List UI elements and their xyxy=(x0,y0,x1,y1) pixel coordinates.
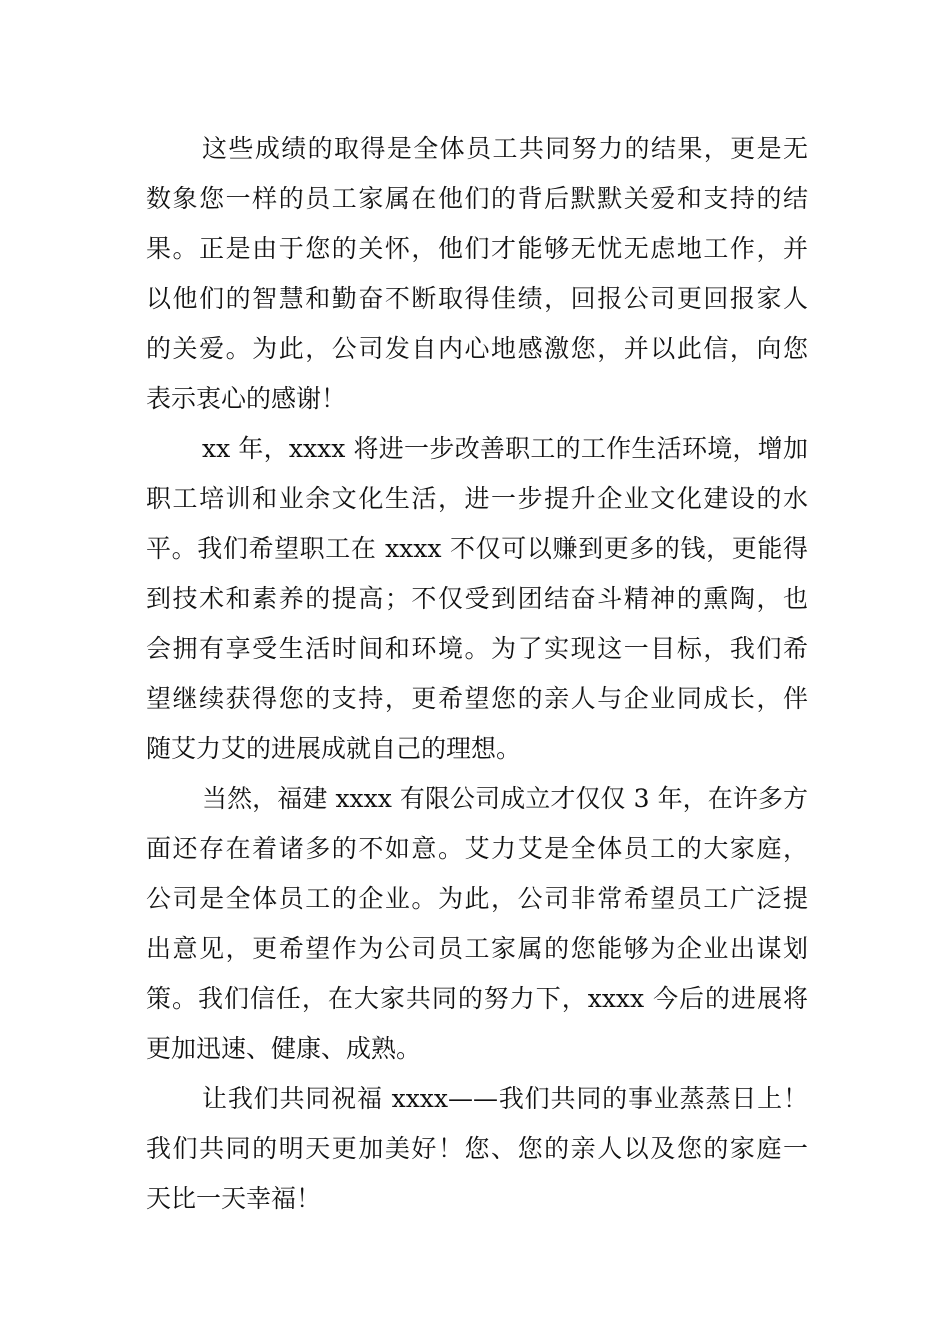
paragraph-line: 更加迅速、健康、成熟。 xyxy=(146,1034,422,1063)
paragraph-line: 我们共同的明天更加美好！您、您的亲人以及您的家庭一 xyxy=(146,1134,808,1163)
paragraph-line: 以他们的智慧和勤奋不断取得佳绩，回报公司更回报家人 xyxy=(146,284,808,313)
paragraph-line: 望继续获得您的支持，更希望您的亲人与企业同成长，伴 xyxy=(146,684,808,713)
paragraph-line: 策。我们信任，在大家共同的努力下，xxxx 今后的进展将 xyxy=(146,984,808,1013)
paragraph-line: 会拥有享受生活时间和环境。为了实现这一目标，我们希 xyxy=(146,634,808,663)
paragraph-line: 当然，福建 xxxx 有限公司成立才仅仅 3 年，在许多方 xyxy=(202,784,808,813)
paragraph-line: 随艾力艾的进展成就自己的理想。 xyxy=(146,734,522,763)
paragraph-line: 数象您一样的员工家属在他们的背后默默关爱和支持的结 xyxy=(146,184,808,213)
paragraph-blessing xyxy=(146,1074,808,1224)
letter-body xyxy=(146,124,808,1224)
paragraph-feedback xyxy=(146,774,808,1074)
paragraph-line: 公司是全体员工的企业。为此，公司非常希望员工广泛提 xyxy=(146,884,808,913)
paragraph-line: 的关爱。为此，公司发自内心地感激您，并以此信，向您 xyxy=(146,334,808,363)
paragraph-gratitude xyxy=(146,124,808,424)
paragraph-line: 平。我们希望职工在 xxxx 不仅可以赚到更多的钱，更能得 xyxy=(146,534,808,563)
paragraph-line: 出意见，更希望作为公司员工家属的您能够为企业出谋划 xyxy=(146,934,808,963)
paragraph-plans xyxy=(146,424,808,774)
paragraph-line: 面还存在着诸多的不如意。艾力艾是全体员工的大家庭， xyxy=(146,834,808,863)
paragraph-line: xx 年，xxxx 将进一步改善职工的工作生活环境，增加 xyxy=(202,434,808,463)
paragraph-line: 果。正是由于您的关怀，他们才能够无忧无虑地工作，并 xyxy=(146,234,808,263)
paragraph-line: 这些成绩的取得是全体员工共同努力的结果，更是无 xyxy=(202,134,808,163)
paragraph-line: 到技术和素养的提高；不仅受到团结奋斗精神的熏陶，也 xyxy=(146,584,808,613)
paragraph-line: 表示衷心的感谢！ xyxy=(146,384,347,413)
paragraph-line: 让我们共同祝福 xxxx——我们共同的事业蒸蒸日上！ xyxy=(202,1084,808,1113)
paragraph-line: 天比一天幸福！ xyxy=(146,1184,322,1213)
paragraph-line: 职工培训和业余文化生活，进一步提升企业文化建设的水 xyxy=(146,484,808,513)
